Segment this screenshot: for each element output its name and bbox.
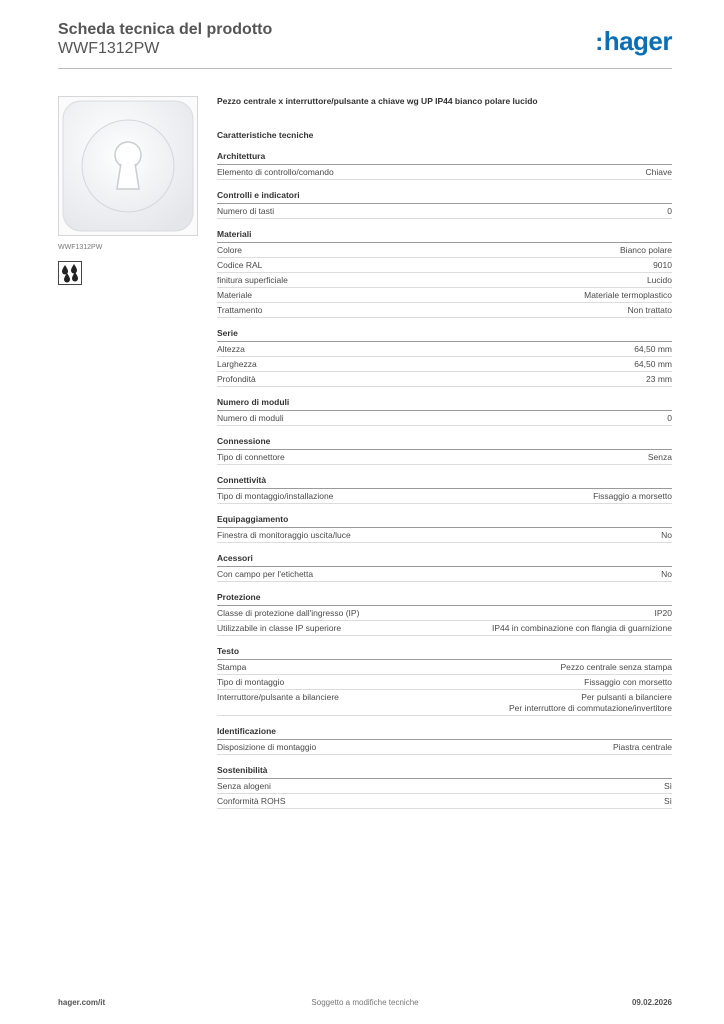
- spec-value-line: 9010: [653, 260, 672, 270]
- spec-label: Colore: [217, 245, 243, 255]
- spec-value: [647, 275, 672, 286]
- spec-label: Codice RAL: [217, 260, 263, 270]
- spec-label: Tipo di connettore: [217, 452, 285, 462]
- spec-row: [217, 690, 672, 716]
- spec-row: [217, 794, 672, 809]
- specifications-panel: [217, 96, 672, 809]
- hager-logo: [595, 26, 672, 57]
- spec-label: Materiale: [217, 290, 252, 300]
- spec-value-line: 0: [667, 206, 672, 216]
- spec-row: [217, 675, 672, 690]
- spec-value: [620, 245, 672, 256]
- spec-value: [653, 260, 672, 271]
- spec-label: Larghezza: [217, 359, 257, 369]
- spec-group: [217, 397, 672, 426]
- spec-value-line: 0: [667, 413, 672, 423]
- spec-group: [217, 436, 672, 465]
- spec-value-line: Non trattato: [627, 305, 672, 315]
- spec-row: [217, 204, 672, 219]
- spec-label: Finestra di monitoraggio uscita/luce: [217, 530, 351, 540]
- image-caption: WWF1312PW: [58, 244, 103, 251]
- spec-value-line: Sì: [663, 781, 672, 791]
- spec-value: [646, 374, 672, 385]
- specs-heading: Caratteristiche tecniche: [217, 130, 314, 140]
- product-description: Pezzo centrale x interruttore/pulsante a chiave wg UP IP44 bianco polare lucido: [217, 96, 538, 106]
- spec-value: [667, 413, 672, 424]
- spec-group: [217, 229, 672, 318]
- spec-row: [217, 243, 672, 258]
- spec-value: [664, 796, 672, 807]
- spec-label: Disposizione di montaggio: [217, 742, 317, 752]
- spec-row: [217, 660, 672, 675]
- spec-value-line: Bianco polare: [620, 245, 672, 255]
- spec-group: [217, 726, 672, 755]
- spec-value-line: Pezzo centrale senza stampa: [560, 662, 672, 672]
- spec-label: Numero di moduli: [217, 413, 284, 423]
- spec-group: [217, 765, 672, 809]
- spec-group: [217, 514, 672, 543]
- spec-row: [217, 342, 672, 357]
- spec-label: Interruttore/pulsante a bilanciere: [217, 692, 339, 702]
- spec-group: [217, 190, 672, 219]
- spec-label: Tipo di montaggio: [217, 677, 285, 687]
- spec-label: Stampa: [217, 662, 247, 672]
- spec-group: [217, 553, 672, 582]
- page-title: Scheda tecnica del prodotto: [58, 21, 273, 38]
- spec-group-title: Identificazione: [217, 726, 672, 740]
- spec-row: [217, 357, 672, 372]
- spec-value: [634, 359, 672, 370]
- water-drops-icon: [58, 261, 82, 285]
- spec-value-line: 23 mm: [646, 374, 672, 384]
- logo-text: hager: [603, 26, 672, 56]
- spec-value-line: IP44 in combinazione con flangia di guarnizione: [491, 623, 672, 633]
- spec-row: [217, 165, 672, 180]
- spec-value-line: Per interruttore di commutazione/invertitore: [509, 703, 672, 713]
- spec-row: [217, 606, 672, 621]
- spec-value: [646, 167, 672, 178]
- spec-value-line: 64,50 mm: [634, 359, 672, 369]
- spec-value: [634, 344, 672, 355]
- spec-group-title: Acessori: [217, 553, 672, 567]
- spec-value: [655, 608, 673, 619]
- spec-value: [613, 742, 672, 753]
- spec-label: Conformità ROHS: [217, 796, 286, 806]
- spec-group-title: Sostenibilità: [217, 765, 672, 779]
- spec-label: Utilizzabile in classe IP superiore: [217, 623, 342, 633]
- spec-value: [584, 290, 672, 301]
- spec-label: Senza alogeni: [217, 781, 271, 791]
- spec-row: [217, 273, 672, 288]
- spec-row: [217, 411, 672, 426]
- spec-row: [217, 258, 672, 273]
- spec-group-title: Architettura: [217, 151, 672, 165]
- spec-value: [509, 692, 672, 714]
- spec-group-title: Protezione: [217, 592, 672, 606]
- spec-group-title: Connettività: [217, 475, 672, 489]
- spec-label: Trattamento: [217, 305, 263, 315]
- spec-label: Con campo per l'etichetta: [217, 569, 314, 579]
- logo-prefix: :: [595, 29, 603, 56]
- spec-label: Tipo di montaggio/installazione: [217, 491, 334, 501]
- spec-value: [661, 569, 672, 580]
- spec-value: [492, 623, 672, 634]
- spec-value-line: Lucido: [646, 275, 672, 285]
- spec-value: [628, 305, 672, 316]
- spec-value-line: Fissaggio con morsetto: [584, 677, 672, 687]
- footer-date: 09.02.2026: [631, 998, 672, 1007]
- spec-group: [217, 646, 672, 716]
- spec-groups: [217, 151, 672, 809]
- spec-group-title: Controlli e indicatori: [217, 190, 672, 204]
- spec-group: [217, 328, 672, 387]
- product-code: WWF1312PW: [58, 40, 160, 57]
- spec-row: [217, 303, 672, 318]
- product-image: [58, 96, 198, 236]
- spec-row: [217, 567, 672, 582]
- spec-value-line: No: [661, 530, 672, 540]
- footer-website-link[interactable]: hager.com/it: [58, 998, 106, 1007]
- spec-value-line: Per pulsanti a bilanciere: [581, 692, 672, 702]
- spec-label: Profondità: [217, 374, 256, 384]
- spec-row: [217, 779, 672, 794]
- spec-group-title: Materiali: [217, 229, 672, 243]
- spec-label: Elemento di controllo/comando: [217, 167, 334, 177]
- spec-group: [217, 151, 672, 180]
- spec-value: [648, 452, 672, 463]
- spec-value-line: Piastra centrale: [612, 742, 672, 752]
- spec-value: [593, 491, 672, 502]
- spec-row: [217, 288, 672, 303]
- spec-value-line: Materiale termoplastico: [584, 290, 672, 300]
- footer-disclaimer: Soggetto a modifiche tecniche: [311, 998, 419, 1007]
- spec-value-line: No: [661, 569, 672, 579]
- spec-group: [217, 592, 672, 636]
- spec-value: [667, 206, 672, 217]
- spec-label: finitura superficiale: [217, 275, 288, 285]
- spec-value-line: Fissaggio a morsetto: [593, 491, 672, 501]
- header-divider: [58, 68, 672, 69]
- spec-group: [217, 475, 672, 504]
- spec-value: [661, 530, 672, 541]
- spec-group-title: Testo: [217, 646, 672, 660]
- spec-label: Numero di tasti: [217, 206, 275, 216]
- spec-row: [217, 372, 672, 387]
- spec-group-title: Equipaggiamento: [217, 514, 672, 528]
- product-image-panel: [58, 96, 200, 285]
- spec-row: [217, 489, 672, 504]
- spec-value: [560, 662, 672, 673]
- spec-row: [217, 450, 672, 465]
- spec-group-title: Numero di moduli: [217, 397, 672, 411]
- spec-value-line: IP20: [654, 608, 672, 618]
- spec-value-line: Senza: [647, 452, 672, 462]
- spec-group-title: Connessione: [217, 436, 672, 450]
- spec-row: [217, 740, 672, 755]
- spec-value-line: Sì: [663, 796, 672, 806]
- spec-value: [584, 677, 672, 688]
- spec-value-line: 64,50 mm: [634, 344, 672, 354]
- spec-row: [217, 528, 672, 543]
- spec-label: Altezza: [217, 344, 245, 354]
- page-header: [58, 20, 672, 68]
- spec-group-title: Serie: [217, 328, 672, 342]
- spec-row: [217, 621, 672, 636]
- spec-value: [664, 781, 672, 792]
- spec-label: Classe di protezione dall'ingresso (IP): [217, 608, 360, 618]
- key-switch-plate-illustration: [59, 97, 197, 235]
- spec-value-line: Chiave: [645, 167, 672, 177]
